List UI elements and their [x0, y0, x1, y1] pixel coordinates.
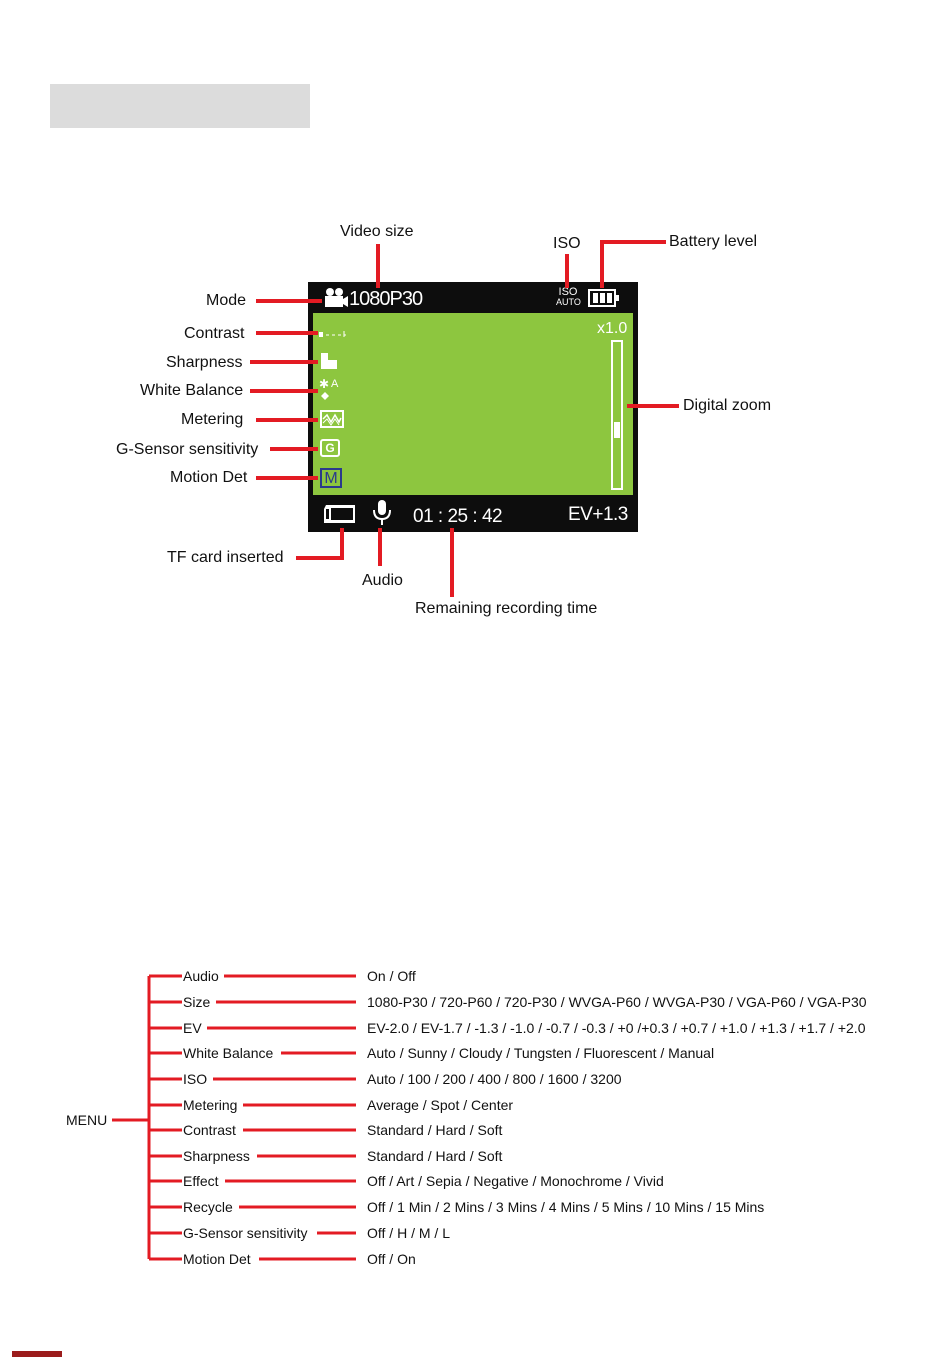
menu-item-label: White Balance [183, 1045, 274, 1061]
iso-bottom-text: AUTO [556, 297, 581, 307]
menu-item-values: Off / 1 Min / 2 Mins / 3 Mins / 4 Mins / 5 Mins / 10 Mins / 15 Mins [367, 1199, 765, 1215]
menu-item-values: Off / Art / Sepia / Negative / Monochrome / Vivid [367, 1173, 664, 1189]
callout-battery-level: Battery level [669, 233, 758, 250]
remaining-time-value: 01 : 25 : 42 [413, 506, 503, 527]
callout-motion-det: Motion Det [170, 469, 248, 486]
gsensor-icon: G [320, 439, 340, 457]
callout-mode: Mode [206, 292, 247, 309]
menu-item-values: EV-2.0 / EV-1.7 / -1.3 / -1.0 / -0.7 / -0.3 / +0 /+0.3 / +0.7 / +1.0 / +1.3 / +1.7 / +2.0 [367, 1020, 866, 1036]
menu-item-values: Auto / Sunny / Cloudy / Tungsten / Fluorescent / Manual [367, 1045, 715, 1061]
menu-item-label: Contrast [183, 1122, 236, 1138]
menu-item-values: Average / Spot / Center [367, 1097, 514, 1113]
callout-metering: Metering [181, 411, 244, 428]
iso-top-text: ISO [558, 286, 578, 298]
callout-contrast: Contrast [184, 325, 245, 342]
ev-value: EV+1.3 [568, 504, 628, 525]
callout-white-balance: White Balance [140, 382, 244, 399]
zoom-value: x1.0 [597, 320, 628, 337]
menu-item-values: Standard / Hard / Soft [367, 1122, 503, 1138]
motion-detect-icon: M [320, 468, 342, 488]
callout-digital-zoom: Digital zoom [683, 397, 772, 414]
svg-text:✱: ✱ [319, 377, 330, 391]
menu-item-label: EV [183, 1020, 202, 1036]
menu-item-label: Motion Det [183, 1251, 251, 1267]
footer-accent-bar [12, 1351, 62, 1357]
menu-item-label: ISO [183, 1071, 208, 1087]
menu-item-label: Recycle [183, 1199, 233, 1215]
callout-video-size: Video size [340, 223, 414, 240]
menu-item-values: Off / On [367, 1251, 416, 1267]
menu-item-values: Auto / 100 / 200 / 400 / 800 / 1600 / 3200 [367, 1071, 622, 1087]
callout-remaining-time: Remaining recording time [415, 600, 598, 617]
menu-item-values: Standard / Hard / Soft [367, 1148, 503, 1164]
menu-root: MENU [66, 1112, 108, 1128]
video-size-value: 1080P30 [349, 288, 423, 310]
callout-gsensor: G-Sensor sensitivity [116, 441, 259, 458]
menu-item-label: Audio [183, 968, 219, 984]
menu-item-values: Off / H / M / L [367, 1225, 450, 1241]
callout-sharpness: Sharpness [166, 354, 243, 371]
svg-text:A: A [331, 378, 339, 390]
callout-audio: Audio [362, 572, 403, 589]
menu-item-label: Effect [183, 1173, 219, 1189]
menu-item-label: Metering [183, 1097, 238, 1113]
callout-tf-card: TF card inserted [167, 549, 284, 566]
callout-lines [0, 0, 950, 640]
callout-iso: ISO [553, 235, 581, 252]
menu-item-label: Sharpness [183, 1148, 250, 1164]
menu-item-label: Size [183, 994, 211, 1010]
menu-item-label: G-Sensor sensitivity [183, 1225, 308, 1241]
menu-item-values: 1080-P30 / 720-P60 / 720-P30 / WVGA-P60 / WVGA-P30 / VGA-P60 / VGA-P30 [367, 994, 867, 1010]
menu-item-values: On / Off [367, 968, 416, 984]
